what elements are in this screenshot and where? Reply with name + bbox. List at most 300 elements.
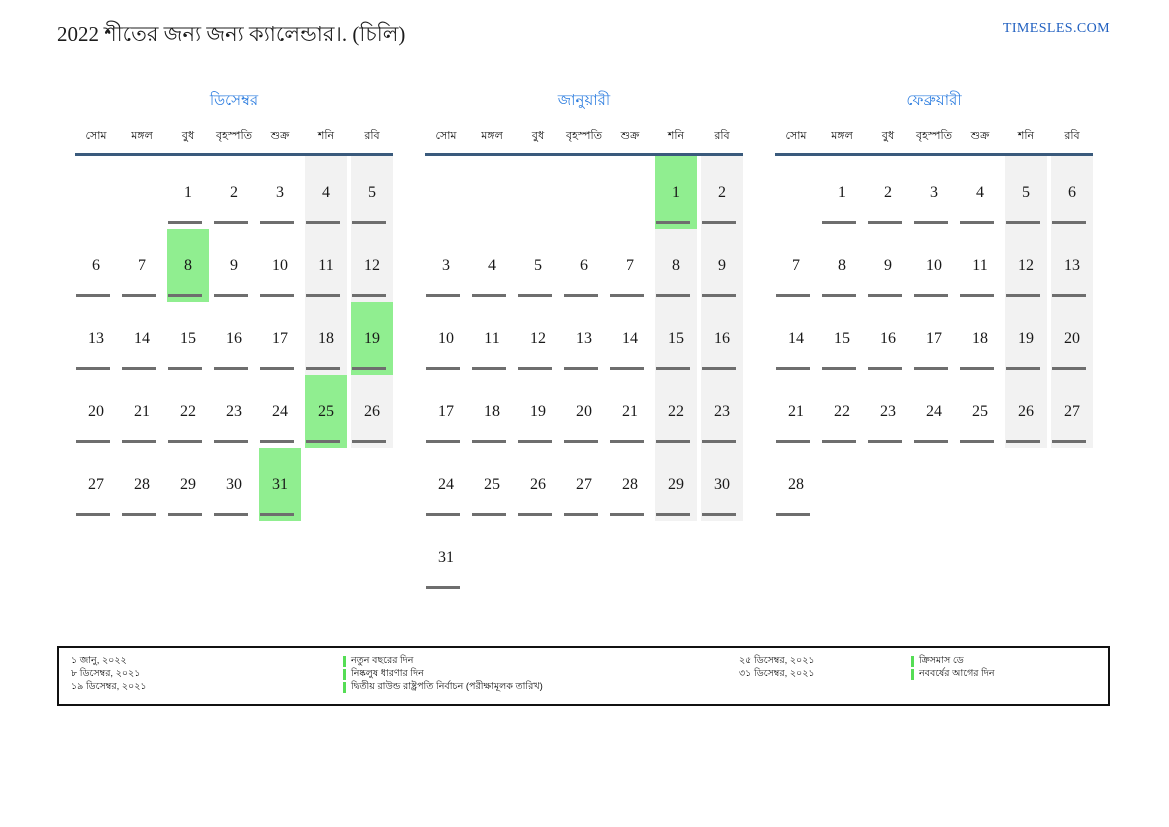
day-number: 30	[226, 475, 242, 493]
day-underline	[656, 294, 690, 297]
day-number: 1	[184, 183, 192, 201]
month-title: ডিসেম্বর	[209, 92, 259, 109]
day-underline	[564, 294, 598, 297]
day-number: 4	[488, 256, 496, 274]
day-cell	[821, 448, 863, 521]
day-cell	[167, 375, 209, 448]
legend-color-bar-icon	[911, 656, 914, 667]
day-underline	[610, 294, 644, 297]
day-underline	[822, 221, 856, 224]
day-number: 26	[1018, 402, 1034, 420]
day-cell	[471, 375, 513, 448]
day-cell	[75, 229, 117, 302]
day-underline	[610, 513, 644, 516]
day-cell	[609, 448, 651, 521]
day-cell	[305, 448, 347, 521]
day-cell	[305, 229, 347, 302]
day-underline	[122, 513, 156, 516]
day-underline	[776, 367, 810, 370]
day-cell	[867, 156, 909, 229]
weekday-row	[425, 127, 743, 146]
day-underline	[518, 513, 552, 516]
day-number: 20	[1064, 329, 1080, 347]
day-number: 14	[788, 329, 804, 347]
day-underline	[518, 440, 552, 443]
day-cell	[425, 448, 467, 521]
weekday-label: শুক্র	[270, 130, 290, 142]
day-cell	[775, 375, 817, 448]
day-cell	[701, 302, 743, 375]
day-number: 30	[714, 475, 730, 493]
day-cell	[259, 448, 301, 521]
weekday-label: বুধ	[531, 130, 545, 142]
day-underline	[1006, 367, 1040, 370]
legend-item	[739, 668, 1096, 681]
day-number: 10	[926, 256, 942, 274]
day-cell	[471, 156, 513, 229]
day-number: 21	[622, 402, 638, 420]
day-number: 3	[930, 183, 938, 201]
legend-date: ১ জানু, ২০২২	[71, 655, 127, 666]
day-cell	[517, 448, 559, 521]
day-cell	[609, 375, 651, 448]
weekday-label: সোম	[785, 130, 807, 142]
day-underline	[914, 294, 948, 297]
day-number: 22	[668, 402, 684, 420]
day-underline	[352, 221, 386, 224]
day-number: 1	[838, 183, 846, 201]
day-cell	[959, 156, 1001, 229]
day-number: 27	[1064, 402, 1080, 420]
day-cell	[1005, 229, 1047, 302]
day-underline	[306, 440, 340, 443]
day-number: 13	[88, 329, 104, 347]
day-underline	[1006, 221, 1040, 224]
day-underline	[610, 440, 644, 443]
day-cell	[655, 375, 697, 448]
day-cell	[425, 229, 467, 302]
day-underline	[702, 440, 736, 443]
day-cell	[867, 375, 909, 448]
month-grid	[425, 156, 743, 594]
day-number: 3	[442, 256, 450, 274]
legend-label: নতুন বছরের দিন	[351, 655, 414, 666]
day-underline	[168, 294, 202, 297]
page-header	[0, 0, 1169, 53]
day-cell	[1051, 156, 1093, 229]
day-cell	[563, 229, 605, 302]
day-number: 28	[134, 475, 150, 493]
day-number: 12	[364, 256, 380, 274]
day-cell	[775, 302, 817, 375]
day-cell	[701, 229, 743, 302]
day-cell	[701, 156, 743, 229]
day-cell	[655, 229, 697, 302]
day-underline	[214, 440, 248, 443]
day-underline	[76, 513, 110, 516]
day-cell	[167, 302, 209, 375]
day-underline	[564, 513, 598, 516]
day-number: 7	[626, 256, 634, 274]
month-title: ফেব্রুয়ারী	[906, 92, 962, 109]
day-underline	[168, 221, 202, 224]
day-underline	[472, 513, 506, 516]
day-underline	[822, 367, 856, 370]
day-number: 24	[438, 475, 454, 493]
month-grid	[775, 156, 1093, 521]
day-underline	[914, 221, 948, 224]
day-cell	[121, 229, 163, 302]
day-number: 16	[880, 329, 896, 347]
day-cell	[167, 229, 209, 302]
day-underline	[352, 367, 386, 370]
day-cell	[259, 229, 301, 302]
day-cell	[563, 156, 605, 229]
day-cell	[1005, 375, 1047, 448]
day-underline	[122, 440, 156, 443]
day-underline	[1052, 440, 1086, 443]
legend-label: নববর্ষের আগের দিন	[919, 668, 995, 679]
day-cell	[259, 156, 301, 229]
day-number: 29	[180, 475, 196, 493]
month-grid	[75, 156, 393, 521]
day-cell	[913, 302, 955, 375]
day-number: 29	[668, 475, 684, 493]
legend-label-wrap	[343, 680, 543, 695]
legend-date: ৮ ডিসেম্বর, ২০২১	[71, 668, 141, 679]
day-cell	[213, 302, 255, 375]
day-cell	[471, 229, 513, 302]
legend-date: ৩১ ডিসেম্বর, ২০২১	[739, 668, 815, 679]
day-number: 6	[580, 256, 588, 274]
day-underline	[960, 294, 994, 297]
day-cell	[305, 156, 347, 229]
day-number: 28	[622, 475, 638, 493]
day-cell	[821, 375, 863, 448]
weekday-label: বুধ	[881, 130, 895, 142]
day-number: 13	[576, 329, 592, 347]
day-number: 22	[834, 402, 850, 420]
day-number: 23	[714, 402, 730, 420]
legend-item	[71, 681, 739, 694]
day-cell	[959, 448, 1001, 521]
day-underline	[914, 440, 948, 443]
day-number: 15	[834, 329, 850, 347]
weekday-label: বুধ	[181, 130, 195, 142]
day-number: 6	[92, 256, 100, 274]
day-underline	[702, 367, 736, 370]
day-number: 18	[484, 402, 500, 420]
weekday-label: মঙ্গল	[831, 130, 853, 142]
weekday-label: শনি	[1017, 130, 1035, 142]
day-number: 26	[364, 402, 380, 420]
page-title: 2022 শীতের জন্য জন্য ক্যালেন্ডার।. (চিলি)	[57, 22, 406, 46]
day-underline	[1052, 221, 1086, 224]
day-cell	[121, 448, 163, 521]
day-number: 21	[134, 402, 150, 420]
day-underline	[76, 367, 110, 370]
day-underline	[306, 221, 340, 224]
day-cell	[517, 229, 559, 302]
day-underline	[426, 440, 460, 443]
day-cell	[959, 375, 1001, 448]
day-underline	[168, 440, 202, 443]
day-underline	[426, 294, 460, 297]
day-number: 12	[1018, 256, 1034, 274]
day-number: 26	[530, 475, 546, 493]
legend-label: ক্রিসমাস ডে	[919, 655, 964, 666]
day-cell	[425, 302, 467, 375]
day-cell	[75, 448, 117, 521]
day-underline	[822, 294, 856, 297]
day-underline	[822, 440, 856, 443]
day-underline	[960, 440, 994, 443]
day-underline	[472, 294, 506, 297]
day-cell	[1005, 302, 1047, 375]
day-number: 19	[364, 329, 380, 347]
day-number: 17	[272, 329, 288, 347]
day-underline	[426, 513, 460, 516]
day-cell	[821, 229, 863, 302]
day-underline	[426, 367, 460, 370]
legend-label-wrap	[911, 667, 995, 682]
day-underline	[960, 367, 994, 370]
months-row	[75, 89, 1093, 594]
day-number: 27	[88, 475, 104, 493]
day-number: 5	[1022, 183, 1030, 201]
day-underline	[76, 294, 110, 297]
day-underline	[352, 294, 386, 297]
legend-group-0	[71, 655, 739, 694]
day-number: 17	[926, 329, 942, 347]
day-cell	[701, 375, 743, 448]
day-cell	[213, 375, 255, 448]
day-cell	[259, 375, 301, 448]
day-underline	[306, 294, 340, 297]
day-cell	[655, 302, 697, 375]
day-underline	[868, 440, 902, 443]
day-underline	[656, 367, 690, 370]
day-cell	[913, 229, 955, 302]
legend-label: নিষ্কলুষ ধারণার দিন	[351, 668, 424, 679]
day-underline	[776, 440, 810, 443]
day-underline	[702, 221, 736, 224]
day-cell	[121, 375, 163, 448]
day-number: 11	[318, 256, 334, 274]
day-cell	[609, 229, 651, 302]
day-underline	[122, 367, 156, 370]
legend-color-bar-icon	[911, 669, 914, 680]
day-underline	[1006, 294, 1040, 297]
day-number: 18	[318, 329, 334, 347]
day-cell	[351, 302, 393, 375]
day-cell	[775, 229, 817, 302]
day-cell	[121, 302, 163, 375]
day-cell	[609, 302, 651, 375]
day-cell	[305, 302, 347, 375]
day-cell	[167, 448, 209, 521]
day-cell	[425, 156, 467, 229]
day-number: 27	[576, 475, 592, 493]
day-underline	[656, 513, 690, 516]
day-underline	[76, 440, 110, 443]
day-underline	[564, 440, 598, 443]
day-underline	[1006, 440, 1040, 443]
day-cell	[701, 448, 743, 521]
day-cell	[351, 229, 393, 302]
day-cell	[517, 156, 559, 229]
weekday-label: রবি	[364, 130, 380, 142]
day-cell	[305, 375, 347, 448]
day-cell	[775, 448, 817, 521]
day-cell	[867, 448, 909, 521]
day-cell	[1051, 448, 1093, 521]
day-underline	[260, 513, 294, 516]
legend-color-bar-icon	[343, 656, 346, 667]
day-cell	[425, 521, 467, 594]
weekday-label: সোম	[85, 130, 107, 142]
day-cell	[425, 375, 467, 448]
day-cell	[517, 375, 559, 448]
day-underline	[214, 367, 248, 370]
month-block-1	[425, 89, 743, 594]
day-cell	[701, 521, 743, 594]
weekday-label: শনি	[317, 130, 335, 142]
day-number: 19	[530, 402, 546, 420]
day-underline	[914, 367, 948, 370]
day-underline	[776, 513, 810, 516]
day-cell	[75, 156, 117, 229]
day-number: 9	[718, 256, 726, 274]
month-title: জানুয়ারী	[557, 92, 611, 109]
day-number: 15	[180, 329, 196, 347]
day-underline	[260, 221, 294, 224]
day-number: 4	[322, 183, 330, 201]
day-number: 18	[972, 329, 988, 347]
day-cell	[655, 521, 697, 594]
day-cell	[609, 156, 651, 229]
day-underline	[168, 367, 202, 370]
weekday-label: শুক্র	[970, 130, 990, 142]
day-underline	[702, 513, 736, 516]
day-number: 23	[226, 402, 242, 420]
day-cell	[517, 302, 559, 375]
day-underline	[868, 294, 902, 297]
day-cell	[351, 156, 393, 229]
legend-group-1	[739, 655, 1096, 694]
weekday-label: বৃহস্পতি	[216, 130, 252, 142]
day-number: 4	[976, 183, 984, 201]
day-cell	[471, 448, 513, 521]
day-underline	[518, 367, 552, 370]
day-cell	[471, 521, 513, 594]
day-number: 7	[792, 256, 800, 274]
day-number: 25	[318, 402, 334, 420]
day-number: 15	[668, 329, 684, 347]
day-number: 7	[138, 256, 146, 274]
day-number: 5	[534, 256, 542, 274]
day-number: 12	[530, 329, 546, 347]
day-underline	[1052, 367, 1086, 370]
day-number: 5	[368, 183, 376, 201]
day-cell	[213, 156, 255, 229]
legend-date: ২৫ ডিসেম্বর, ২০২১	[739, 655, 815, 666]
day-cell	[775, 156, 817, 229]
day-number: 25	[972, 402, 988, 420]
day-underline	[214, 221, 248, 224]
day-underline	[306, 367, 340, 370]
day-underline	[702, 294, 736, 297]
day-underline	[518, 294, 552, 297]
day-number: 24	[272, 402, 288, 420]
day-number: 31	[438, 548, 454, 566]
day-number: 11	[972, 256, 988, 274]
day-number: 1	[672, 183, 680, 201]
weekday-label: রবি	[1064, 130, 1080, 142]
day-underline	[214, 294, 248, 297]
day-underline	[168, 513, 202, 516]
day-cell	[913, 375, 955, 448]
day-cell	[351, 448, 393, 521]
day-underline	[214, 513, 248, 516]
day-underline	[426, 586, 460, 589]
day-underline	[352, 440, 386, 443]
day-cell	[913, 156, 955, 229]
weekday-label: মঙ্গল	[131, 130, 153, 142]
day-cell	[563, 375, 605, 448]
weekday-label: বৃহস্পতি	[566, 130, 602, 142]
day-underline	[122, 294, 156, 297]
weekday-label: রবি	[714, 130, 730, 142]
day-cell	[821, 156, 863, 229]
day-cell	[351, 375, 393, 448]
site-link[interactable]: TIMESLES.COM	[1002, 21, 1110, 36]
day-underline	[656, 440, 690, 443]
weekday-label: শনি	[667, 130, 685, 142]
legend-color-bar-icon	[343, 682, 346, 693]
day-cell	[959, 302, 1001, 375]
day-cell	[959, 229, 1001, 302]
day-cell	[167, 156, 209, 229]
day-cell	[471, 302, 513, 375]
day-number: 3	[276, 183, 284, 201]
day-number: 8	[672, 256, 680, 274]
day-number: 9	[230, 256, 238, 274]
day-number: 21	[788, 402, 804, 420]
day-cell	[75, 375, 117, 448]
day-number: 20	[576, 402, 592, 420]
weekday-row	[775, 127, 1093, 146]
day-underline	[868, 367, 902, 370]
day-number: 6	[1068, 183, 1076, 201]
month-block-2	[775, 89, 1093, 521]
day-cell	[213, 448, 255, 521]
day-underline	[776, 294, 810, 297]
day-underline	[656, 221, 690, 224]
day-underline	[472, 367, 506, 370]
day-cell	[121, 156, 163, 229]
day-number: 24	[926, 402, 942, 420]
day-cell	[1051, 375, 1093, 448]
day-number: 11	[484, 329, 500, 347]
day-underline	[472, 440, 506, 443]
day-cell	[259, 302, 301, 375]
day-number: 28	[788, 475, 804, 493]
day-cell	[821, 302, 863, 375]
day-cell	[1005, 156, 1047, 229]
day-number: 10	[272, 256, 288, 274]
day-number: 16	[714, 329, 730, 347]
